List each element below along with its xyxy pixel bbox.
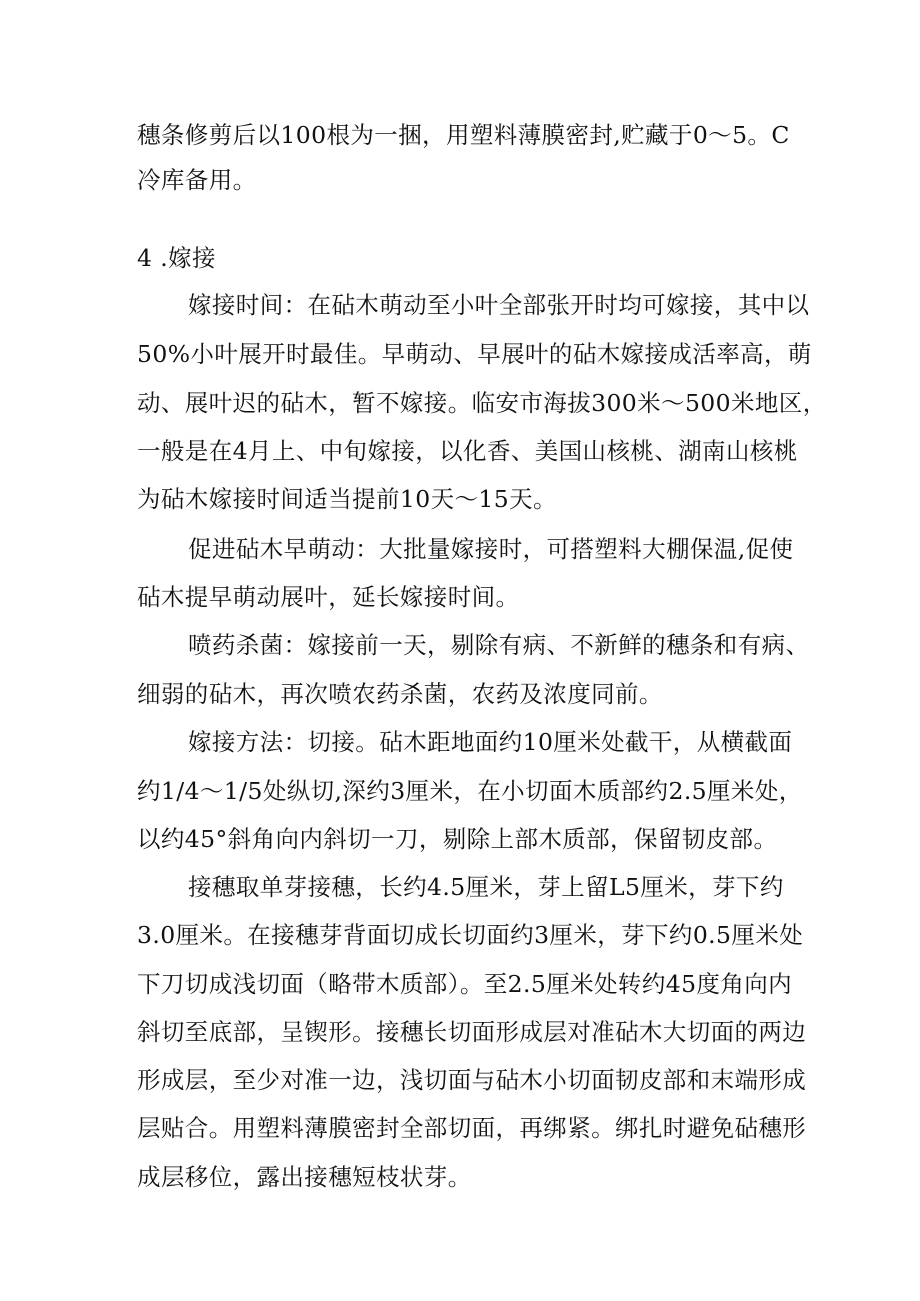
paragraph-first-line: 嫁接时间：在砧木萌动至小叶全部张开时均可嫁接，其中以 [188, 291, 810, 319]
paragraph-first-line: 嫁接方法：切接。砧木距地面约10厘米处截干，从横截面 [188, 728, 793, 756]
text-line: 形成层，至少对准一边，浅切面与砧木小切面韧皮部和末端形成 [137, 1066, 807, 1094]
text-line: 层贴合。用塑料薄膜密封全部切面，再绑紧。绑扎时避免砧穗形 [137, 1114, 807, 1142]
text-line: 一般是在4月上、中旬嫁接，以化香、美国山核桃、湖南山核桃 [137, 437, 798, 465]
text-line: 约1/4～1/5处纵切,深约3厘米，在小切面木质部约2.5厘米处， [137, 777, 803, 805]
text-line: 下刀切成浅切面（略带木质部）。至2.5厘米处转约45度角向内 [137, 970, 793, 998]
text-line: 为砧木嫁接时间适当提前10天～15天。 [137, 485, 557, 513]
paragraph-first-line: 接穗取单芽接穗，长约4.5厘米，芽上留L5厘米，芽下约 [188, 873, 784, 901]
text-line: 3.0厘米。在接穗芽背面切成长切面约3厘米，芽下约0.5厘米处 [137, 921, 804, 949]
text-line: 冷库备用。 [137, 166, 257, 194]
text-line: 以约45°斜角向内斜切一刀，剔除上部木质部，保留韧皮部。 [137, 825, 778, 853]
paragraph-first-line: 喷药杀菌：嫁接前一天，剔除有病、不新鲜的穗条和有病、 [188, 631, 810, 659]
paragraph-first-line: 促进砧木早萌动：大批量嫁接时，可搭塑料大棚保温,促使 [188, 535, 794, 563]
text-line: 斜切至底部，呈锲形。接穗长切面形成层对准砧木大切面的两边 [137, 1018, 807, 1046]
section-heading: 4 .嫁接 [137, 244, 216, 272]
text-line: 动、展叶迟的砧木，暂不嫁接。临安市海拔300米～500米地区， [137, 389, 827, 417]
text-line: 50%小叶展开时最佳。早萌动、早展叶的砧木嫁接成活率高，萌 [137, 340, 812, 368]
text-line: 砧木提早萌动展叶，延长嫁接时间。 [137, 583, 520, 611]
text-line: 细弱的砧木，再次喷农药杀菌，农药及浓度同前。 [137, 680, 663, 708]
text-line: 成层移位，露出接穗短枝状芽。 [137, 1163, 472, 1191]
text-line: 穗条修剪后以100根为一捆，用塑料薄膜密封,贮藏于0～5。C [137, 121, 790, 149]
